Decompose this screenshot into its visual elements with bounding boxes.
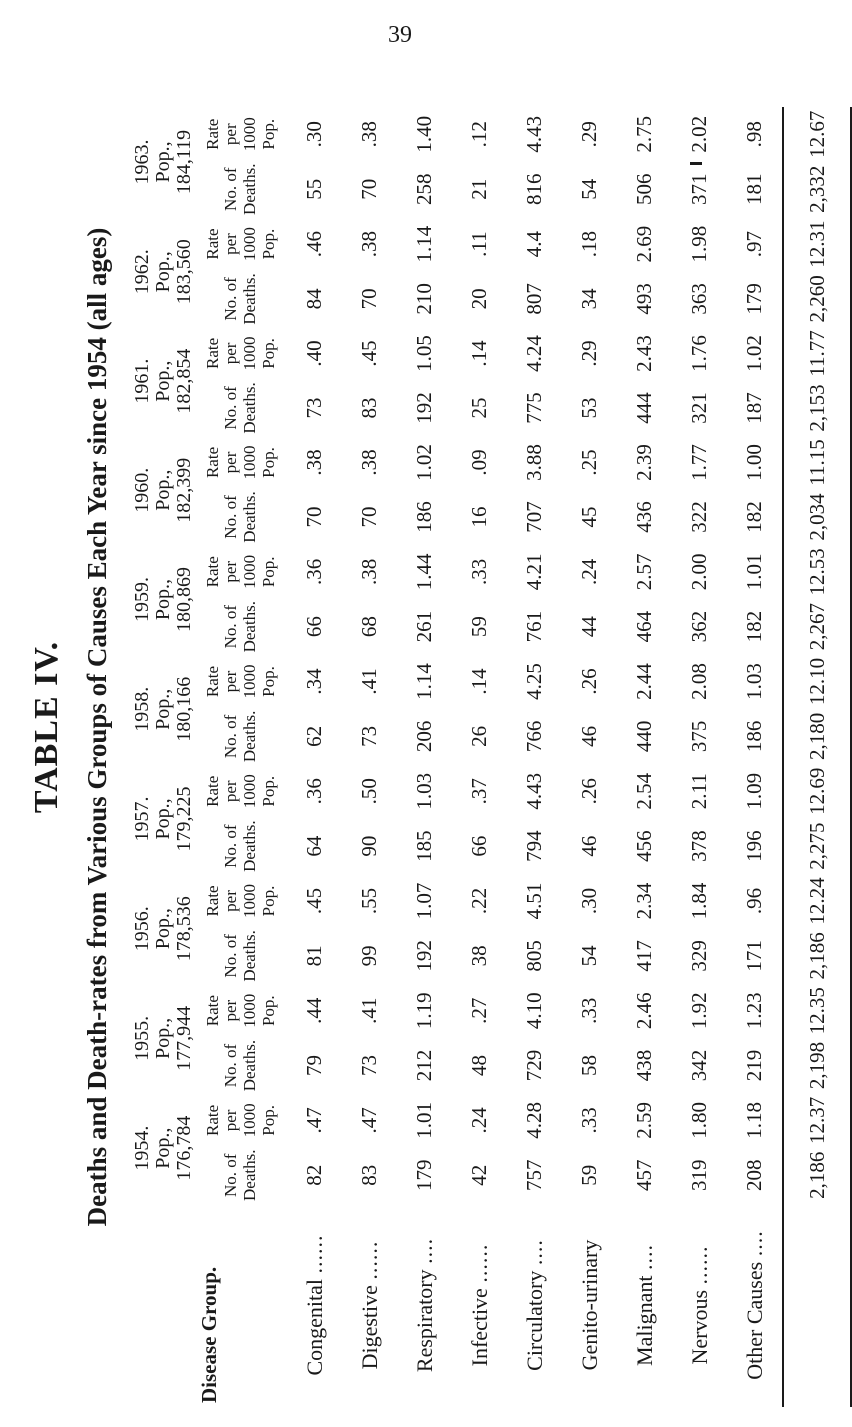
table-label: TABLE IV. [28,640,65,814]
deaths-column-header: No. of Deaths. [221,382,259,434]
deaths-column-header: No. of Deaths. [221,710,259,763]
rate-cell: 1.92 [687,992,711,1030]
deaths-cell: 182 [742,501,766,533]
rate-cell: .22 [467,887,491,915]
rate-cell: 4.21 [522,553,546,591]
rate-cell: .29 [577,121,601,148]
deaths-cell: 456 [632,830,656,862]
deaths-cell: 378 [687,830,711,862]
year-header [132,984,195,1094]
rate-cell: .14 [467,668,491,695]
disease-name-cell [397,1203,452,1407]
year-label: 1962. [131,249,153,295]
rate-cell: 1.76 [687,335,711,372]
rate-cell: 2.59 [632,1102,656,1139]
deaths-cell: 210 [412,283,436,315]
page-number: 39 [388,22,412,48]
deaths-cell: 54 [577,945,601,967]
rate-cell: 4.10 [522,992,546,1030]
totals-row [783,107,851,1407]
totals-label-cell [783,1203,851,1407]
rate-cell: .18 [577,230,601,258]
rate-column-header: Rate per 1000 Pop. [202,993,278,1028]
rate-cell: .34 [302,668,326,695]
rate-cell: 2.43 [632,335,656,372]
deaths-cell: 208 [742,1159,766,1192]
deaths-cell: 321 [687,392,711,424]
rate-cell: 2.00 [687,553,711,591]
year-label: 1954. [131,1125,153,1171]
deaths-cell: 186 [742,720,766,753]
rate-cell: 4.43 [522,772,546,810]
rate-cell: .45 [357,340,381,367]
rate-cell: .24 [577,558,601,585]
deaths-cell: 90 [357,835,381,857]
disease-group-header: Disease Group. [197,1266,222,1403]
leader-dots: ...... [466,1243,492,1283]
deaths-cell: 46 [577,725,601,747]
total-rate-cell: 12.69 [783,764,851,818]
deaths-cell: 219 [742,1049,766,1082]
total-rate-cell: 12.35 [783,984,851,1038]
deaths-cell: 46 [577,835,601,857]
year-label: 1957. [131,796,153,842]
deaths-cell: 371 [687,173,711,205]
rate-cell: 4.43 [522,115,546,153]
population-label: Pop., 176,784 [152,1115,195,1181]
rate-cell: .30 [302,121,326,148]
deaths-cell: 457 [632,1159,656,1192]
rate-cell: 1.00 [742,444,766,481]
deaths-cell: 70 [357,178,381,200]
population-label: Pop., 184,119 [152,129,195,195]
rate-cell: 1.02 [742,335,766,372]
deaths-cell: 59 [577,1164,601,1186]
deaths-cell: 73 [357,1055,381,1077]
deaths-cell: 794 [522,830,546,862]
rate-cell: 1.98 [687,225,711,263]
year-header [132,327,195,436]
deaths-cell: 363 [687,283,711,315]
total-rate-cell: 11.15 [783,436,851,490]
deaths-cell: 816 [522,173,546,205]
deaths-cell: 99 [357,945,381,967]
rate-cell: .38 [357,449,381,476]
deaths-cell: 436 [632,501,656,533]
deaths-cell: 506 [632,173,656,205]
rate-cell: .55 [357,887,381,915]
deaths-cell: 206 [412,720,436,753]
year-label: 1960. [131,467,153,513]
deaths-cell: 25 [467,397,491,419]
deaths-cell: 34 [577,288,601,310]
rate-cell: .38 [302,449,326,476]
rate-cell: 1.09 [742,772,766,810]
population-label: Pop., 177,944 [152,1005,195,1071]
deaths-cell: 73 [357,725,381,747]
table-title: Deaths and Death-rates from Various Groups of Causes Each Year since 1954 (all ages) [82,227,112,1227]
disease-name-cell [342,1203,397,1407]
rate-cell: 4.24 [522,335,546,372]
deaths-cell: 66 [302,616,326,638]
deaths-cell: 186 [412,501,436,533]
rate-cell: 1.40 [412,115,436,153]
deaths-cell: 181 [742,173,766,205]
rate-cell: .12 [467,121,491,148]
total-rate-cell: 12.10 [783,654,851,708]
rate-column-header: Rate per 1000 Pop. [202,336,278,371]
deaths-cell: 444 [632,392,656,424]
total-deaths-cell: 2,180 [783,709,851,764]
deaths-cell: 70 [357,288,381,310]
deaths-cell: 84 [302,288,326,310]
table-row [397,107,452,1407]
population-label: Pop., 180,166 [152,676,195,742]
year-header [132,654,195,764]
rate-cell: .26 [577,668,601,695]
rate-cell: .24 [467,1107,491,1134]
deaths-cell: 38 [467,945,491,967]
deaths-cell: 417 [632,940,656,972]
deaths-cell: 58 [577,1055,601,1077]
rate-cell: 1.84 [687,882,711,920]
rate-cell: 1.44 [412,553,436,591]
rate-column-header: Rate per 1000 Pop. [202,227,278,262]
deaths-cell: 192 [412,392,436,424]
rate-cell: .40 [302,340,326,367]
deaths-column-header: No. of Deaths. [221,930,259,982]
leader-dots: ...... [356,1240,382,1280]
rate-cell: .38 [357,121,381,148]
rate-cell: .37 [467,778,491,805]
deaths-cell: 807 [522,283,546,315]
year-label: 1961. [131,358,153,404]
disease-name: Genito-urinary [576,1239,602,1371]
rate-cell: .09 [467,449,491,476]
deaths-cell: 766 [522,720,546,753]
deaths-cell: 20 [467,288,491,310]
year-header [132,436,195,545]
total-deaths-cell: 2,267 [783,599,851,654]
rate-cell: .36 [302,778,326,805]
disease-name: Congenital [301,1278,327,1376]
rate-cell: 4.28 [522,1102,546,1139]
total-deaths-cell: 2,153 [783,380,851,435]
leader-dots: .... [411,1237,437,1264]
disease-name: Nervous [686,1289,712,1365]
deaths-cell: 55 [302,178,326,200]
rate-cell: .47 [357,1107,381,1134]
leader-dots: ...... [301,1234,327,1274]
rate-cell: .29 [577,340,601,367]
deaths-cell: 83 [357,1164,381,1186]
rule-mark [690,162,702,165]
total-rate-cell: 12.37 [783,1093,851,1147]
deaths-cell: 16 [467,506,491,528]
population-label: Pop., 178,536 [152,896,195,962]
rate-cell: .44 [302,997,326,1024]
deaths-cell: 81 [302,945,326,967]
rate-cell: .98 [742,121,766,148]
table-row [617,107,672,1407]
deaths-column-header: No. of Deaths. [221,600,259,653]
rate-cell: 2.46 [632,992,656,1030]
rate-cell: .50 [357,778,381,805]
deaths-cell: 21 [467,178,491,200]
deaths-cell: 761 [522,610,546,643]
rate-cell: 1.03 [742,663,766,700]
disease-name: Digestive [356,1285,382,1370]
year-header [132,874,195,984]
year-header [132,1093,195,1203]
rate-column-header: Rate per 1000 Pop. [202,664,278,699]
deaths-column-header: No. of Deaths. [221,491,259,543]
total-deaths-cell: 2,034 [783,489,851,544]
population-label: Pop., 182,854 [152,348,195,414]
rate-cell: 2.69 [632,225,656,263]
death-rates-table [132,107,852,1407]
deaths-cell: 707 [522,501,546,533]
deaths-cell: 187 [742,392,766,424]
deaths-cell: 66 [467,835,491,857]
rate-cell: 1.05 [412,335,436,372]
rate-cell: 1.01 [412,1102,436,1139]
rate-cell: .38 [357,558,381,585]
disease-name-cell [617,1203,672,1407]
deaths-cell: 362 [687,610,711,643]
table-row [452,107,507,1407]
deaths-cell: 64 [302,835,326,857]
total-deaths-cell: 2,198 [783,1038,851,1093]
table-row [727,107,783,1407]
rate-column-header: Rate per 1000 Pop. [202,1103,278,1138]
deaths-cell: 805 [522,940,546,972]
rate-cell: 2.54 [632,772,656,810]
rate-cell: 2.44 [632,663,656,700]
year-header [132,764,195,874]
total-deaths-cell: 2,275 [783,818,851,873]
rate-column-header: Rate per 1000 Pop. [202,117,278,152]
deaths-column-header: No. of Deaths. [221,1149,259,1201]
deaths-cell: 73 [302,397,326,419]
year-header [132,217,195,327]
leader-dots: .... [521,1239,547,1266]
leader-dots: .... [631,1244,657,1271]
deaths-cell: 258 [412,173,436,205]
deaths-cell: 179 [742,283,766,315]
deaths-column-header: No. of Deaths. [221,1039,259,1092]
rate-cell: .45 [302,887,326,915]
disease-name-cell [727,1203,783,1407]
year-label: 1955. [131,1015,153,1061]
deaths-cell: 185 [412,830,436,862]
leader-dots: ...... [686,1245,712,1285]
rotated-table-page [0,27,829,1427]
deaths-cell: 79 [302,1055,326,1077]
table-body [287,107,851,1407]
rate-cell: 2.11 [687,773,711,810]
rate-cell: .33 [577,1107,601,1134]
deaths-column-header: No. of Deaths. [221,820,259,872]
table-row [342,107,397,1407]
disease-name: Malignant [631,1275,657,1366]
rate-cell: 1.80 [687,1102,711,1139]
deaths-cell: 171 [742,940,766,972]
rate-cell: .47 [302,1107,326,1134]
deaths-cell: 375 [687,720,711,753]
rate-cell: 4.51 [522,882,546,920]
deaths-cell: 196 [742,830,766,862]
deaths-cell: 493 [632,283,656,315]
rate-cell: 1.23 [742,992,766,1030]
disease-name-cell [562,1203,617,1407]
deaths-cell: 329 [687,940,711,972]
deaths-cell: 70 [357,506,381,528]
deaths-cell: 438 [632,1049,656,1082]
rate-cell: 2.75 [632,115,656,153]
deaths-cell: 45 [577,506,601,528]
rate-cell: .30 [577,887,601,915]
rate-cell: .33 [577,997,601,1024]
rate-cell: 3.88 [522,444,546,481]
deaths-cell: 322 [687,501,711,533]
population-label: Pop., 183,560 [152,239,195,305]
deaths-column-header: No. of Deaths. [221,273,259,325]
disease-name-cell [452,1203,507,1407]
deaths-cell: 42 [467,1164,491,1186]
year-label: 1963. [131,139,153,185]
year-header [132,545,195,655]
deaths-cell: 44 [577,616,601,638]
rate-cell: 1.14 [412,225,436,263]
rate-cell: 1.02 [412,444,436,481]
deaths-cell: 62 [302,725,326,747]
disease-name: Respiratory [411,1269,437,1373]
year-header-row [132,107,195,1407]
deaths-cell: 54 [577,178,601,200]
deaths-cell: 68 [357,616,381,638]
deaths-column-header: No. of Deaths. [221,163,259,215]
deaths-cell: 757 [522,1159,546,1192]
rate-cell: .41 [357,997,381,1024]
table-row [287,107,342,1407]
deaths-cell: 179 [412,1159,436,1192]
year-label: 1959. [131,577,153,623]
rate-cell: 1.01 [742,553,766,591]
disease-name: Infective [466,1288,492,1367]
rate-cell: 2.02 [687,115,711,153]
deaths-cell: 82 [302,1164,326,1186]
rate-cell: 2.34 [632,882,656,920]
rate-cell: 1.14 [412,663,436,700]
deaths-cell: 342 [687,1049,711,1082]
total-rate-cell: 12.31 [783,217,851,271]
rate-cell: .14 [467,340,491,367]
rate-cell: 2.39 [632,444,656,481]
rate-cell: .38 [357,230,381,258]
rate-cell: .27 [467,997,491,1024]
deaths-cell: 192 [412,940,436,972]
rate-cell: 2.57 [632,553,656,591]
deaths-cell: 48 [467,1055,491,1077]
year-label: 1958. [131,686,153,732]
total-rate-cell: 12.53 [783,545,851,599]
disease-name: Other Causes [741,1261,767,1380]
rate-column-header: Rate per 1000 Pop. [202,774,278,809]
rate-cell: .11 [467,231,491,257]
rate-cell: .96 [742,887,766,915]
deaths-cell: 440 [632,720,656,753]
deaths-cell: 26 [467,725,491,747]
table-row [672,107,727,1407]
total-rate-cell: 12.24 [783,874,851,928]
total-deaths-cell: 2,332 [783,161,851,216]
deaths-cell: 319 [687,1159,711,1192]
deaths-cell: 729 [522,1049,546,1082]
disease-name: Circulatory [521,1270,547,1371]
total-deaths-cell: 2,260 [783,271,851,326]
deaths-cell: 53 [577,397,601,419]
disease-name-cell [287,1203,342,1407]
total-rate-cell: 12.67 [783,107,851,161]
rate-cell: .25 [577,449,601,476]
total-deaths-cell: 2,186 [783,1148,851,1203]
rate-cell: 1.19 [412,992,436,1030]
rate-cell: .46 [302,230,326,258]
deaths-cell: 70 [302,506,326,528]
rate-cell: 1.18 [742,1102,766,1139]
table-row [562,107,617,1407]
rate-column-header: Rate per 1000 Pop. [202,554,278,589]
rate-column-header: Rate per 1000 Pop. [202,883,278,918]
disease-name-cell [672,1203,727,1407]
table-row [507,107,562,1407]
rate-cell: 1.03 [412,772,436,810]
deaths-cell: 83 [357,397,381,419]
population-label: Pop., 179,225 [152,786,195,852]
rate-column-header: Rate per 1000 Pop. [202,445,278,480]
deaths-cell: 182 [742,610,766,643]
rate-cell: .36 [302,558,326,585]
rate-cell: 4.4 [522,230,546,258]
rate-cell: 2.08 [687,663,711,700]
total-deaths-cell: 2,186 [783,928,851,983]
rate-cell: 4.25 [522,663,546,700]
year-label: 1956. [131,906,153,952]
disease-name-cell [507,1203,562,1407]
rate-cell: 1.77 [687,444,711,481]
population-label: Pop., 180,869 [152,567,195,633]
rate-cell: .26 [577,778,601,805]
rate-cell: .41 [357,668,381,695]
year-header [132,107,195,217]
total-rate-cell: 11.77 [783,327,851,381]
deaths-cell: 59 [467,616,491,638]
rate-cell: 1.07 [412,882,436,920]
deaths-cell: 261 [412,610,436,643]
deaths-cell: 212 [412,1049,436,1082]
rate-cell: .33 [467,558,491,585]
rate-cell: .97 [742,230,766,258]
leader-dots: .... [741,1230,767,1257]
deaths-cell: 775 [522,392,546,424]
deaths-cell: 464 [632,610,656,643]
population-label: Pop., 182,399 [152,457,195,523]
